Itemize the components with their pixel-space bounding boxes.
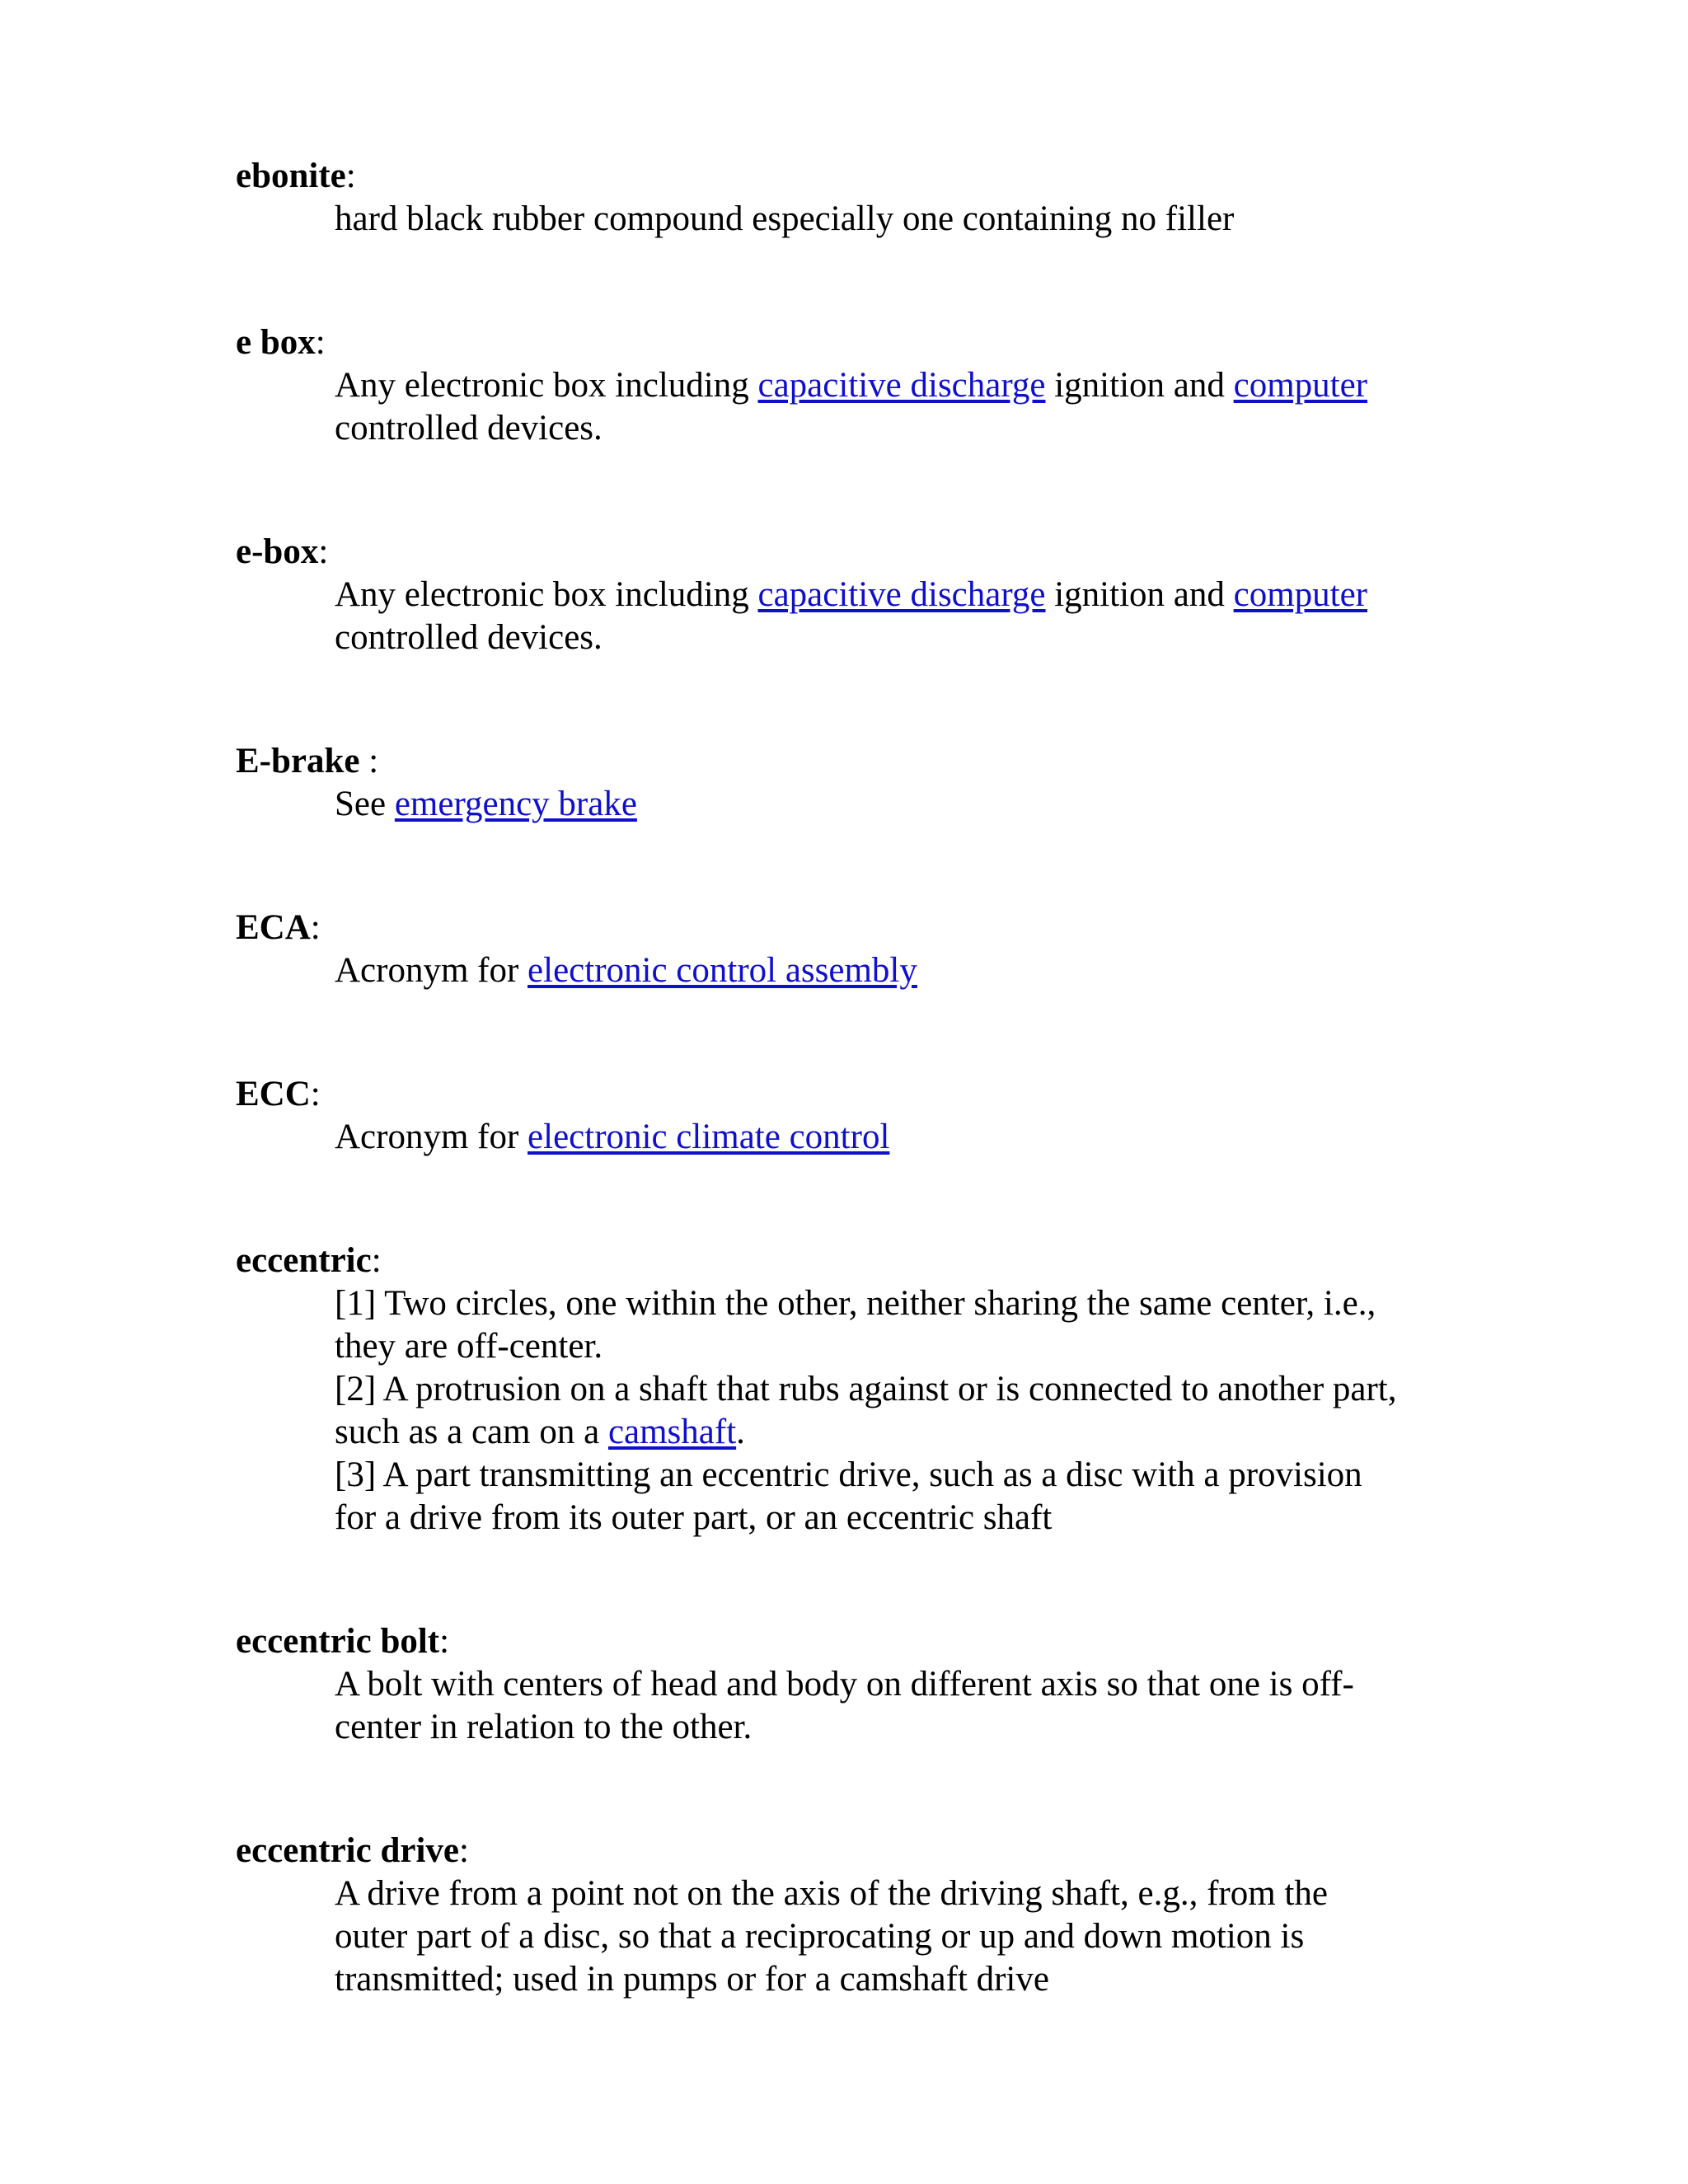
definition-text: Acronym for <box>335 951 528 990</box>
definition-line <box>335 1706 1489 1749</box>
definition-text: for a drive from its outer part, or an eccentric shaft <box>335 1498 1053 1537</box>
definition-line <box>335 364 1489 407</box>
entry-definition <box>335 364 1489 450</box>
definition-text: See <box>335 785 395 823</box>
term-colon: : <box>359 742 379 780</box>
glossary-entry <box>236 1240 1489 1540</box>
definition-text: controlled devices. <box>335 409 603 448</box>
term-colon: : <box>439 1622 450 1661</box>
definition-line <box>335 783 1489 826</box>
entry-term <box>236 1240 1489 1282</box>
term-text: ECC <box>236 1075 311 1113</box>
term-text: E-brake <box>236 742 360 780</box>
definition-text: [3] A part transmitting an eccentric drive, such as a disc with a provision <box>335 1455 1362 1494</box>
glossary-link[interactable]: computer <box>1233 366 1367 405</box>
entry-term <box>236 1830 1489 1872</box>
definition-line <box>335 1411 1489 1454</box>
definition-line <box>335 1497 1489 1540</box>
glossary-entry <box>236 1830 1489 2001</box>
definition-text: they are off-center. <box>335 1327 603 1366</box>
definition-line <box>335 1872 1489 1915</box>
definition-text: outer part of a disc, so that a reciprocating or up and down motion is <box>335 1917 1305 1956</box>
glossary-entry <box>236 321 1489 450</box>
definition-line <box>335 574 1489 616</box>
entry-term <box>236 155 1489 198</box>
term-text: ECA <box>236 908 311 947</box>
entry-term <box>236 907 1489 949</box>
glossary-entry <box>236 155 1489 241</box>
definition-text: Any electronic box including <box>335 366 758 405</box>
glossary-entry <box>236 531 1489 659</box>
entry-term <box>236 1073 1489 1116</box>
glossary-link[interactable]: camshaft <box>607 1413 737 1451</box>
definition-text: [1] Two circles, one within the other, neither sharing the same center, i.e., <box>335 1284 1376 1323</box>
entry-definition <box>335 783 1489 826</box>
term-text: eccentric bolt <box>236 1622 440 1661</box>
term-colon: : <box>315 323 326 362</box>
entry-definition <box>335 1116 1489 1159</box>
term-colon: : <box>345 157 356 195</box>
definition-line <box>335 1663 1489 1706</box>
glossary-link[interactable]: capacitive discharge <box>757 366 1046 405</box>
definition-text: ignition and <box>1045 366 1234 405</box>
definition-line <box>335 616 1489 659</box>
glossary-entry <box>236 740 1489 826</box>
glossary-entry <box>236 1620 1489 1749</box>
definition-text: such as a cam on a <box>335 1413 608 1451</box>
term-colon: : <box>310 908 321 947</box>
definition-text: A bolt with centers of head and body on different axis so that one is off- <box>335 1665 1354 1704</box>
entry-term <box>236 531 1489 574</box>
entry-definition <box>335 574 1489 659</box>
entry-definition <box>335 198 1489 241</box>
definition-text: [2] A protrusion on a shaft that rubs against or is connected to another part, <box>335 1370 1397 1408</box>
definition-text: Any electronic box including <box>335 575 758 614</box>
term-text: e box <box>236 323 316 362</box>
definition-line <box>335 1116 1489 1159</box>
glossary-entry <box>236 1073 1489 1159</box>
definition-line <box>335 1368 1489 1411</box>
term-colon: : <box>318 532 329 571</box>
term-text: eccentric <box>236 1241 372 1280</box>
term-text: eccentric drive <box>236 1831 459 1870</box>
term-text: ebonite <box>236 157 346 195</box>
glossary-link[interactable]: capacitive discharge <box>757 575 1046 614</box>
definition-line <box>335 1325 1489 1368</box>
entry-definition <box>335 1663 1489 1749</box>
definition-text: transmitted; used in pumps or for a camshaft drive <box>335 1960 1049 1999</box>
definition-text: controlled devices. <box>335 618 603 657</box>
entry-term <box>236 321 1489 364</box>
entry-definition <box>335 1282 1489 1540</box>
definition-line <box>335 1915 1489 1958</box>
entry-term <box>236 740 1489 783</box>
term-colon: : <box>310 1075 321 1113</box>
glossary-link[interactable]: electronic control assembly <box>528 951 917 990</box>
definition-line <box>335 198 1489 241</box>
definition-text: hard black rubber compound especially one containing no filler <box>335 199 1235 238</box>
definition-text: Acronym for <box>335 1118 528 1156</box>
definition-line <box>335 1454 1489 1497</box>
definition-text: ignition and <box>1045 575 1234 614</box>
definition-text: A drive from a point not on the axis of the driving shaft, e.g., from the <box>335 1874 1328 1913</box>
definition-line <box>335 949 1489 992</box>
entry-definition <box>335 1872 1489 2001</box>
glossary-entry <box>236 907 1489 992</box>
entry-term <box>236 1620 1489 1663</box>
glossary-link[interactable]: electronic climate control <box>528 1118 890 1156</box>
glossary-link[interactable]: emergency brake <box>394 785 637 823</box>
entry-definition <box>335 949 1489 992</box>
definition-line <box>335 1958 1489 2001</box>
definition-text: . <box>736 1413 745 1451</box>
term-text: e-box <box>236 532 319 571</box>
definition-line <box>335 407 1489 450</box>
glossary-link[interactable]: computer <box>1233 575 1367 614</box>
definition-text: center in relation to the other. <box>335 1708 753 1746</box>
definition-line <box>335 1282 1489 1325</box>
term-colon: : <box>458 1831 469 1870</box>
term-colon: : <box>371 1241 382 1280</box>
